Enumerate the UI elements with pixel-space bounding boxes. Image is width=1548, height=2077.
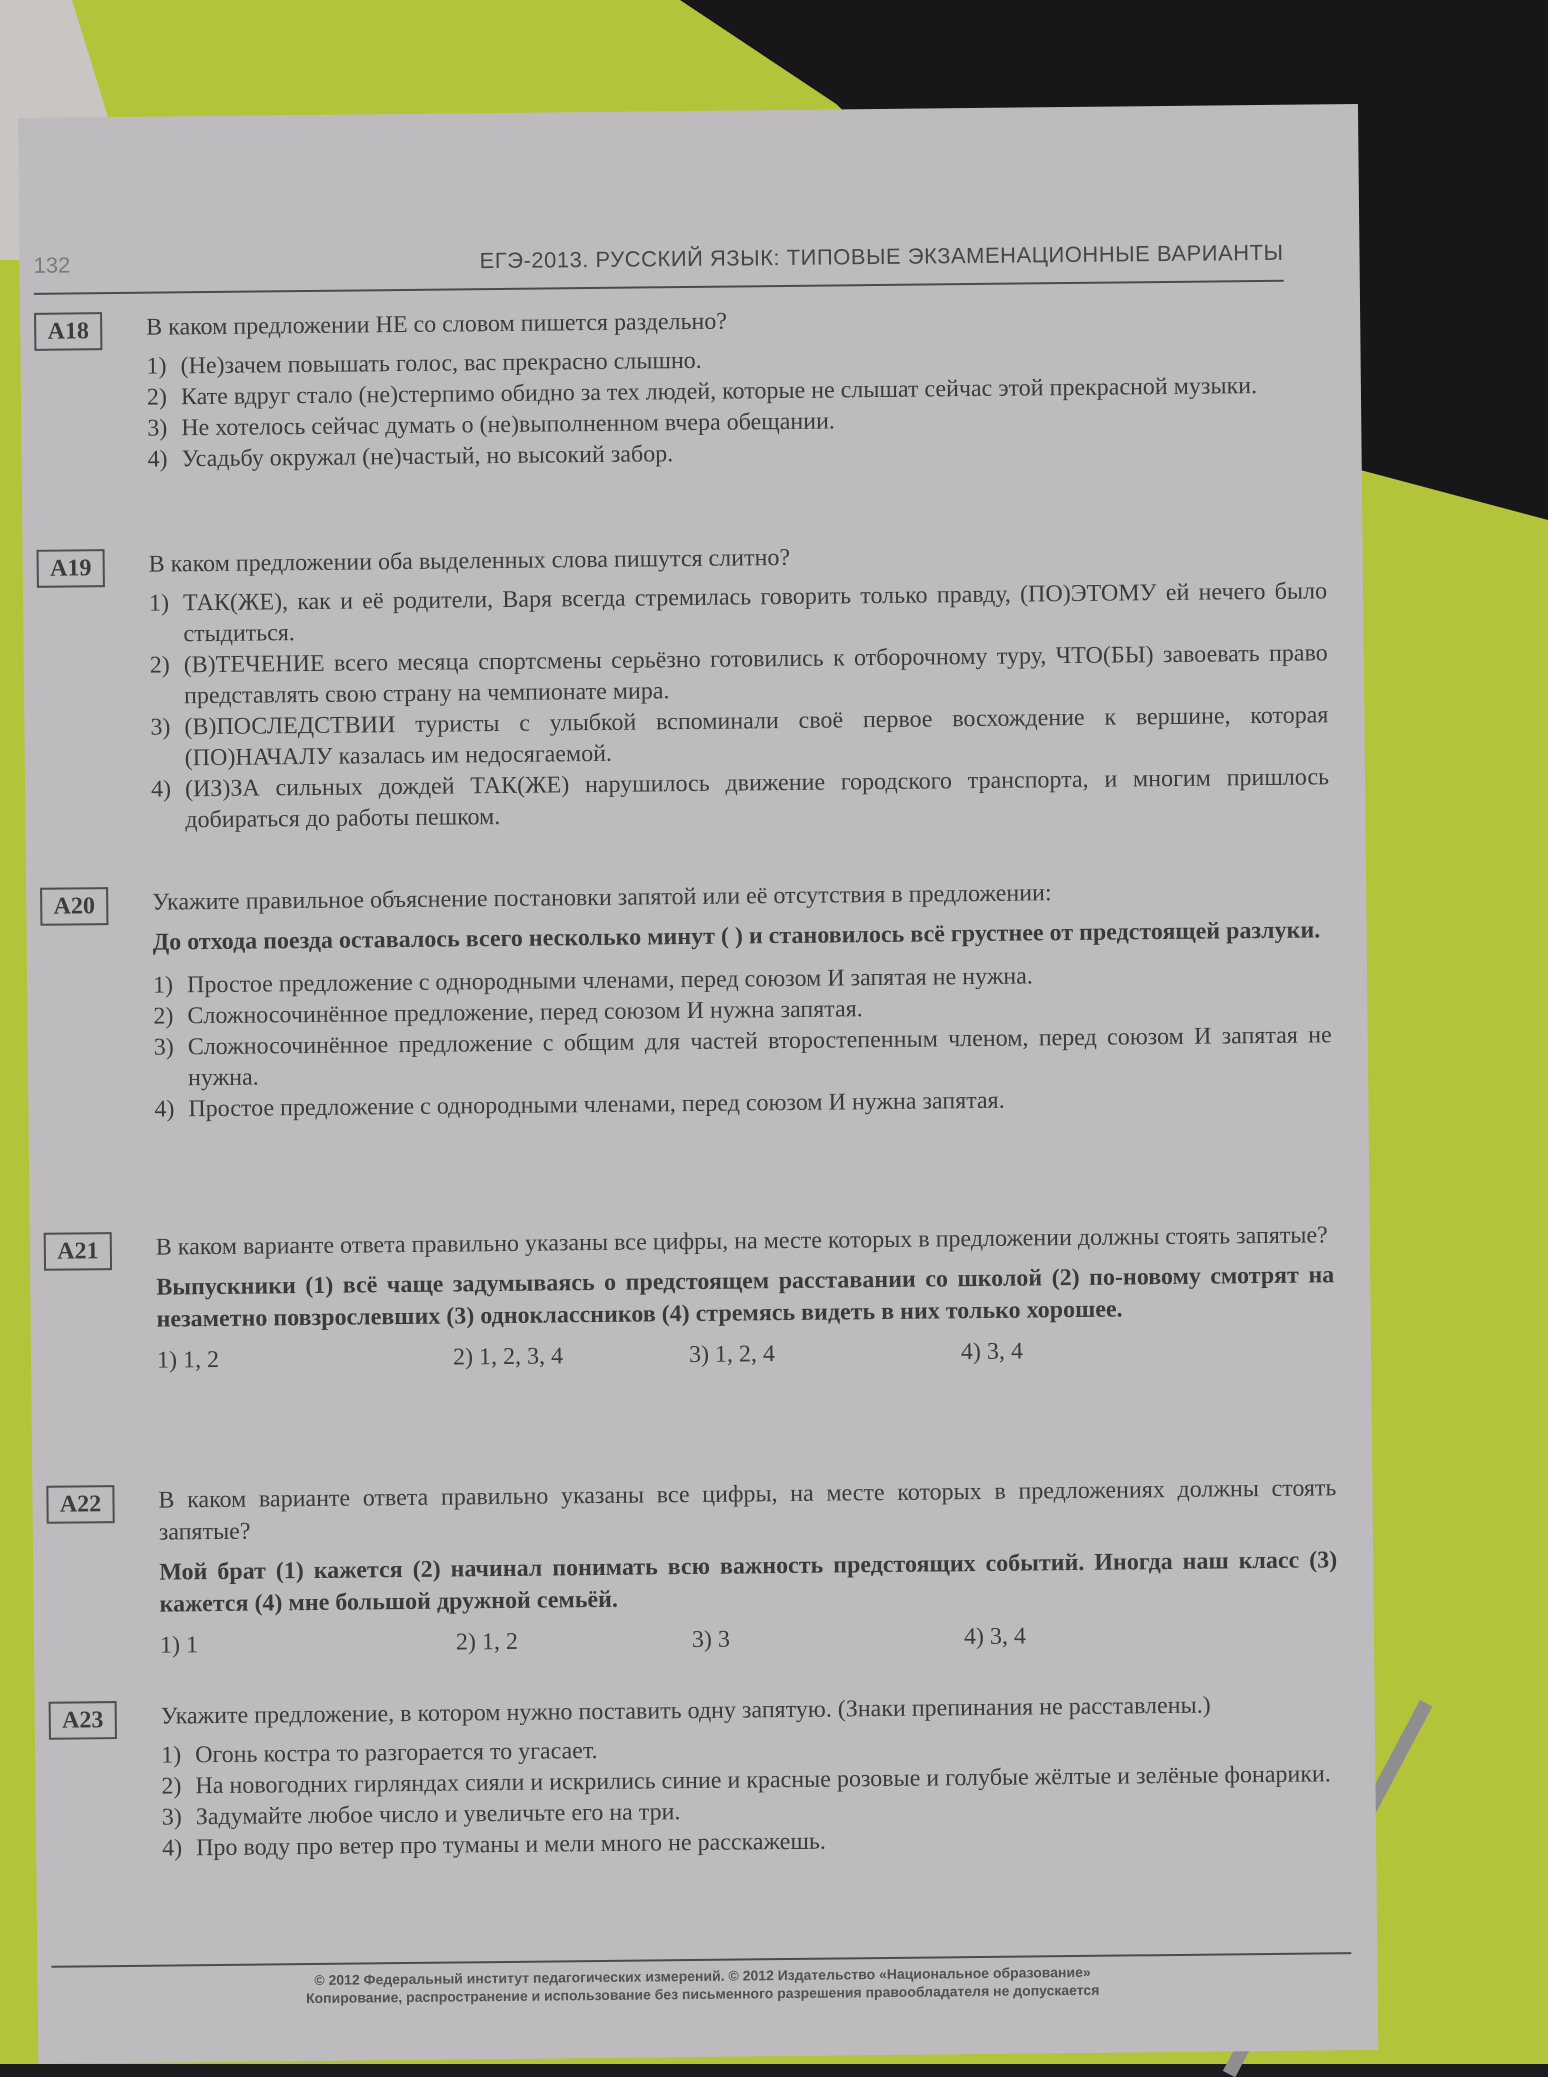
task-id: А18 (34, 312, 102, 351)
answer-option: 4) Про воду про ветер про туманы и мели много не расскажешь. (161, 1828, 826, 1862)
task-a21 (44, 1219, 1335, 1374)
task-question: В каком предложении оба выделенных слова пишутся слитно? (148, 544, 791, 578)
answer-option: 1) Огонь костра то разгорается то угасает. (161, 1738, 598, 1769)
answer-option: 1) 1, 2 (156, 1346, 220, 1374)
answer-option: 3) Сложносочинённое предложение с общим для частей второстепенным членом, перед союзом И запятая не нужна. (153, 1022, 1332, 1092)
answer-option: 1) ТАК(ЖЕ), как и её родители, Варя всегда стремилась говорить только правду, (ПО)ЭТОМУ ей нечего было стыдиться. (148, 578, 1328, 648)
task-a23 (49, 1688, 1339, 1862)
task-a19 (37, 536, 1330, 834)
task-sentence: Мой брат (1) кажется (2) начинал понимать всю важность предстоящих событий. Иногда наш класс (3) кажется (4) мне большой дружной семьёй. (159, 1547, 1338, 1618)
answer-option: 4) Простое предложение с однородными членами, перед союзом И нужна запятая. (154, 1087, 1005, 1123)
copyright-footer (177, 1961, 1227, 2008)
answer-option: 2) Сложносочинённое предложение, перед союзом И нужна запятая. (153, 996, 863, 1030)
task-id: А23 (49, 1701, 117, 1740)
task-id: А22 (46, 1485, 114, 1524)
answer-options-row (157, 1335, 1335, 1374)
answer-option: 2) 1, 2, 3, 4 (452, 1343, 564, 1371)
answer-option: 1) Простое предложение с однородными членами, перед союзом И запятая не нужна. (152, 963, 1033, 999)
answer-option: 4) 3, 4 (963, 1623, 1027, 1651)
answer-option: 2) На новогодних гирляндах сияли и искрились синие и красные розовые и голубые жёлтые и зелёные фонарики. (161, 1761, 1331, 1800)
task-sentence: Выпускники (1) всё чаще задумываясь о предстоящем расставании со школой (2) по-новому смотрят на незаметно повзрослевших (3) одноклассников (4) стремясь видеть в них только хорошее. (156, 1262, 1335, 1333)
running-header (33, 240, 1283, 295)
answer-option: 2) 1, 2 (455, 1628, 519, 1656)
answer-option: 3) 1, 2, 4 (688, 1341, 776, 1369)
task-id: А20 (40, 887, 108, 926)
answer-option: 4) (ИЗ)ЗА сильных дождей ТАК(ЖЕ) нарушилось движение городского транспорта, и многим пришлось добираться до работы пешком. (150, 764, 1330, 834)
copyright-line: Копирование, распространение и использование без письменного разрешения правообладателя не допускается (305, 1981, 1100, 2007)
task-id: А21 (44, 1232, 112, 1271)
page-number: 132 (33, 252, 71, 278)
answer-option: 4) Усадьбу окружал (не)частый, но высокий забор. (147, 441, 674, 473)
task-question: Укажите предложение, в котором нужно поставить одну запятую. (Знаки препинания не расставлены.) (160, 1692, 1211, 1730)
task-question: В каком предложении НЕ со словом пишется раздельно? (146, 308, 728, 341)
task-a18 (34, 299, 1324, 473)
answer-option: 3) Задумайте любое число и увеличьте его на три. (161, 1799, 681, 1831)
answer-option: 1) 1 (159, 1632, 199, 1659)
answer-option: 2) (В)ТЕЧЕНИЕ всего месяца спортсмены серьёзно готовились к отборочному туру, ЧТО(БЫ) завоевать право представлять свою страну на чемпионате мира. (149, 640, 1328, 710)
task-sentence: До отхода поезда оставалось всего несколько минут ( ) и становилось всё грустнее от предстоящей разлуки. (152, 917, 1321, 956)
copyright-line: © 2012 Федеральный институт педагогических измерений. © 2012 Издательство «Национальное образование» (314, 1963, 1091, 1988)
answer-option: 3) Не хотелось сейчас думать о (не)выполненном вчера обещании. (147, 408, 835, 442)
task-question: В каком варианте ответа правильно указаны все цифры, на месте которых в предложениях должны стоять запятые? (158, 1475, 1337, 1546)
task-a22 (46, 1472, 1338, 1659)
answer-option: 4) 3, 4 (960, 1338, 1024, 1366)
answer-option: 1) (Не)зачем повышать голос, вас прекрасно слышно. (146, 347, 702, 380)
book-page (18, 104, 1378, 2064)
task-question: В каком варианте ответа правильно указаны все цифры, на месте которых в предложении должны стоять запятые? (155, 1222, 1328, 1261)
task-question: Укажите правильное объяснение постановки запятой или её отсутствия в предложении: (152, 880, 1052, 916)
answer-options-row (160, 1620, 1338, 1659)
running-title: ЕГЭ-2013. РУССКИЙ ЯЗЫК: ТИПОВЫЕ ЭКЗАМЕНАЦИОННЫЕ ВАРИАНТЫ (479, 239, 1284, 274)
task-id: А19 (37, 549, 105, 588)
answer-option: 2) Кате вдруг стало (не)стерпимо обидно за тех людей, которые не слышат сейчас этой прекрасной музыки. (146, 373, 1258, 411)
answer-option: 3) 3 (691, 1626, 731, 1654)
task-a20 (40, 874, 1332, 1123)
answer-option: 3) (В)ПОСЛЕДСТВИИ туристы с улыбкой вспоминали своё первое восхождение к вершине, которая (ПО)НАЧАЛУ казалась им недосягаемой. (150, 702, 1329, 772)
